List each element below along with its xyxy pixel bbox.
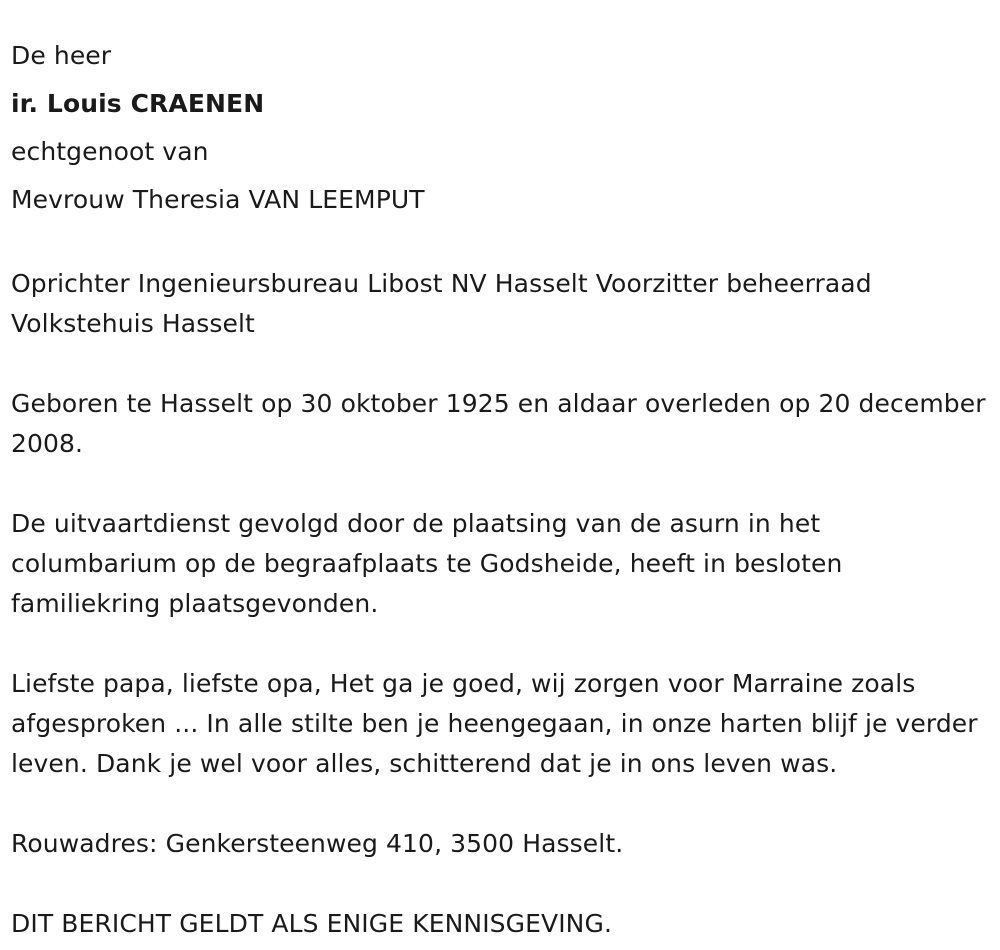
relation-text: echtgenoot van <box>11 137 209 166</box>
salutation: De heer <box>11 41 112 70</box>
address-paragraph: Rouwadres: Genkersteenweg 410, 3500 Hasselt. <box>11 829 624 858</box>
header-block <box>11 0 986 224</box>
role-paragraph: Oprichter Ingenieursbureau Libost NV Hasselt Voorzitter beheerraad Volkstehuis Hasselt <box>11 269 872 338</box>
deceased-name: ir. Louis CRAENEN <box>11 89 265 118</box>
notice-paragraph: DIT BERICHT GELDT ALS ENIGE KENNISGEVING. <box>11 909 612 938</box>
obituary-notice <box>11 0 986 944</box>
tribute-paragraph: Liefste papa, liefste opa, Het ga je goed, wij zorgen voor Marraine zoals afgesproken ... In alle stilte ben je heengegaan, in onze harten blijf je verder leven. Dank je wel voor alles, schitterend dat je in ons leven was. <box>11 669 978 778</box>
service-paragraph: De uitvaartdienst gevolgd door de plaatsing van de asurn in het columbarium op de begraafplaats te Godsheide, heeft in besloten familiekring plaatsgevonden. <box>11 509 843 618</box>
birth-death-paragraph: Geboren te Hasselt op 30 oktober 1925 en aldaar overleden op 20 december 2008. <box>11 389 986 458</box>
spouse-name: Mevrouw Theresia VAN LEEMPUT <box>11 185 425 214</box>
